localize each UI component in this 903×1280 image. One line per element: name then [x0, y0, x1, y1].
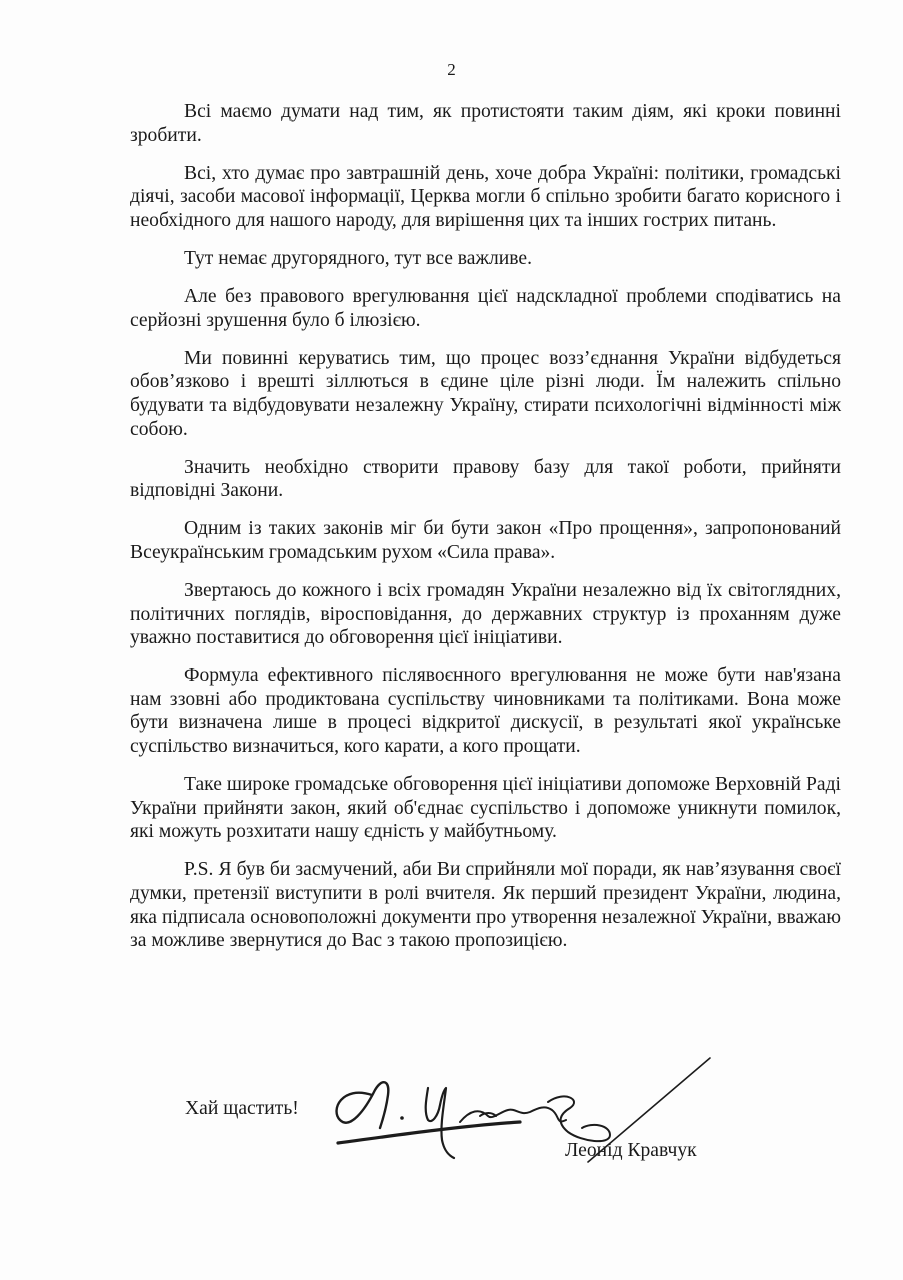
closing-salutation: Хай щастить! [185, 1098, 299, 1119]
paragraph: Таке широке громадське обговорення цієї ініціативи допоможе Верховній Раді України прийняти закон, який об'єднає суспільство і допоможе уникнути помилок, які можуть розхитати нашу єдність у майбутньому. [130, 774, 841, 843]
paragraph: Всі, хто думає про завтрашній день, хоче добра Україні: політики, громадські діячі, засоби масової інформації, Церква могли б спільно зробити багато корисного і необхідного для нашого народу, для вирішення цих та інших гострих питань. [130, 162, 841, 231]
signer-name: Леонід Кравчук [565, 1140, 697, 1161]
paragraph: Але без правового врегулювання цієї надскладної проблеми сподіватись на серйозні зрушення було б ілюзією. [130, 286, 841, 331]
paragraph: Одним із таких законів міг би бути закон «Про прощення», запропонований Всеукраїнським громадським рухом «Сила права». [130, 518, 841, 563]
paragraph: Звертаюсь до кожного і всіх громадян України незалежно від їх світоглядних, політичних поглядів, віросповідання, до державних структур із проханням дуже уважно поставитися до обговорення цієї ініціативи. [130, 580, 841, 649]
page-number: 2 [447, 60, 456, 79]
paragraph: Тут немає другорядного, тут все важливе. [184, 247, 533, 269]
paragraph: Значить необхідно створити правову базу для такої роботи, прийняти відповідні Закони. [130, 456, 841, 502]
postscript-paragraph: P.S. Я був би засмучений, аби Ви сприйняли мої поради, як нав’язування своєї думки, претензії виступити в ролі вчителя. Як перший президент України, людина, яка підписала основоположні документи про утворення незалежної України, вважаю за можливе звернутися до Вас з такою пропозицією. [130, 859, 841, 952]
paragraph: Всі маємо думати над тим, як протистояти таким діям, які кроки повинні зробити. [130, 101, 841, 146]
paragraph: Формула ефективного післявоєнного врегулювання не може бути нав'язана нам ззовні або продиктована суспільству чиновниками та політиками. Вона може бути визначена лише в процесі відкритої дискусії, в результаті якої українське суспільство визначиться, кого карати, а кого прощати. [130, 665, 841, 758]
letter-body [130, 100, 841, 967]
paragraph: Ми повинні керуватись тим, що процес возз’єднання України відбудеться обов’язково і врешті зіллються в єдине ціле різні люди. Їм належить спільно будувати та відбудовувати незалежну Україну, стирати психологічні відмінності між собою. [130, 347, 841, 440]
